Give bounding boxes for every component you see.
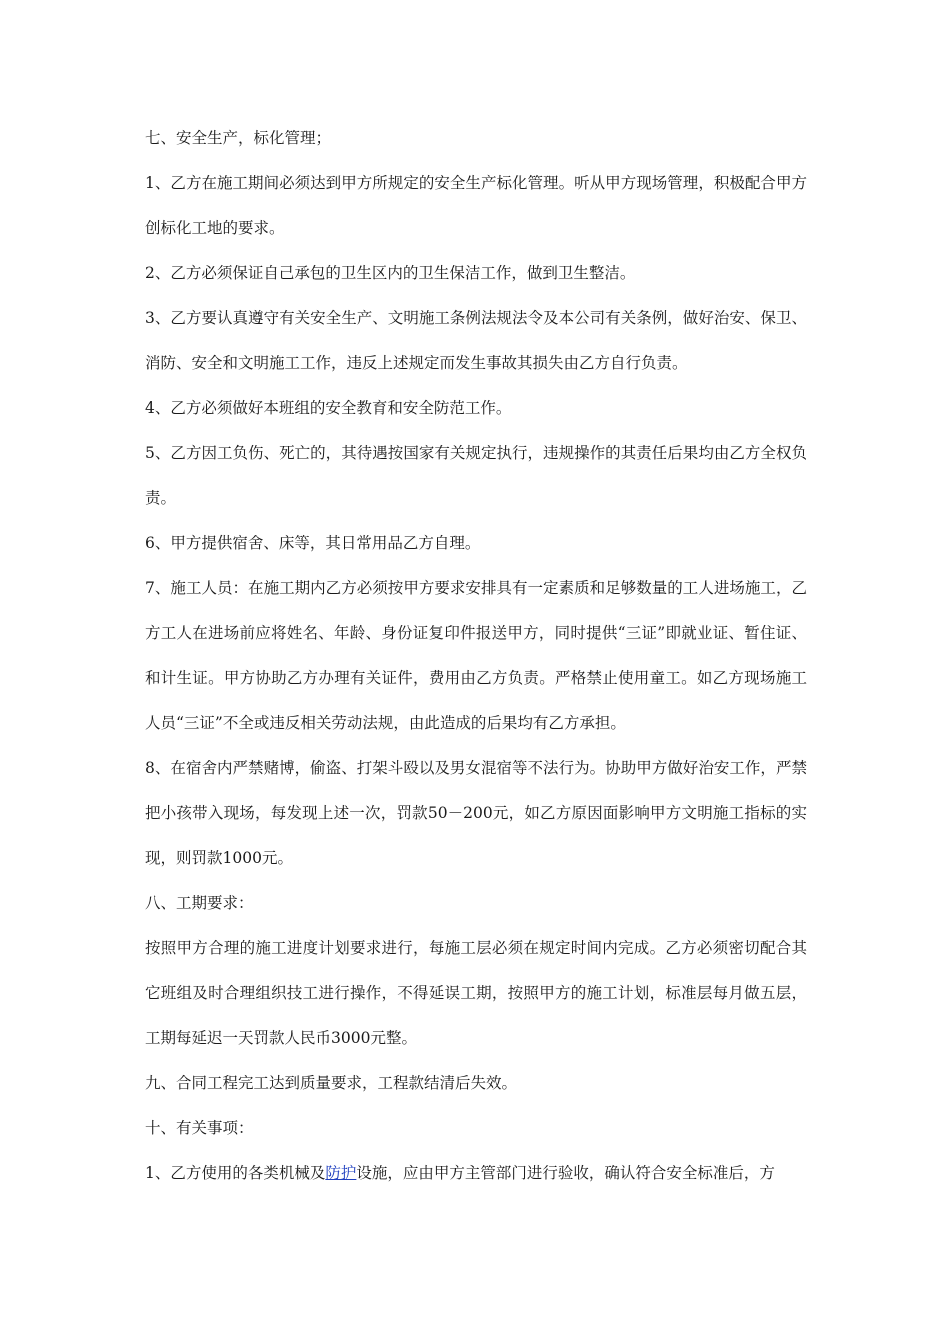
protection-link[interactable]: 防护 (325, 1164, 357, 1182)
section-7-item-5: 5、乙方因工负伤、死亡的，其待遇按国家有关规定执行，违规操作的其责任后果均由乙方全权负责。 (145, 444, 807, 507)
section-10-item-1 (145, 1151, 807, 1196)
document-body (145, 116, 807, 1196)
section-7-item-8: 8、在宿舍内严禁赌博，偷盗、打架斗殴以及男女混宿等不法行为。协助甲方做好治安工作，严禁把小孩带入现场，每发现上述一次，罚款50－200元，如乙方原因面影响甲方文明施工指标的实现，则罚款1000元。 (145, 759, 807, 867)
section-10-item-1-start: 1、乙方使用的各类机械及 (145, 1164, 326, 1182)
section-7-item-3: 3、乙方要认真遵守有关安全生产、文明施工条例法规法令及本公司有关条例，做好治安、保卫、消防、安全和文明施工工作，违反上述规定而发生事故其损失由乙方自行负责。 (145, 309, 807, 372)
section-7-item-4: 4、乙方必须做好本班组的安全教育和安全防范工作。 (145, 399, 512, 417)
section-8-body: 按照甲方合理的施工进度计划要求进行，每施工层必须在规定时间内完成。乙方必须密切配合其它班组及时合理组织技工进行操作，不得延误工期，按照甲方的施工计划，标准层每月做五层，工期每延迟一天罚款人民币3000元整。 (145, 939, 807, 1047)
section-7-item-1: 1、乙方在施工期间必须达到甲方所规定的安全生产标化管理。听从甲方现场管理，积极配合甲方创标化工地的要求。 (145, 174, 807, 237)
section-7-item-2: 2、乙方必须保证自己承包的卫生区内的卫生保洁工作，做到卫生整洁。 (145, 264, 636, 282)
section-8-heading: 八、工期要求： (145, 894, 254, 912)
section-9-heading: 九、合同工程完工达到质量要求，工程款结清后失效。 (145, 1074, 518, 1092)
section-7-heading: 七、安全生产，标化管理； (145, 129, 332, 147)
section-7-item-6: 6、甲方提供宿舍、床等，其日常用品乙方自理。 (145, 534, 481, 552)
section-10-heading: 十、有关事项： (145, 1119, 254, 1137)
section-10-item-1-end: 设施，应由甲方主管部门进行验收，确认符合安全标准后，方 (356, 1164, 775, 1182)
section-7-item-7: 7、施工人员：在施工期内乙方必须按甲方要求安排具有一定素质和足够数量的工人进场施工，乙方工人在进场前应将姓名、年龄、身份证复印件报送甲方，同时提供“三证”即就业证、暂住证、和计生证。甲方协助乙方办理有关证件，费用由乙方负责。严格禁止使用童工。如乙方现场施工人员“三证”不全或违反相关劳动法规，由此造成的后果均有乙方承担。 (145, 579, 807, 732)
